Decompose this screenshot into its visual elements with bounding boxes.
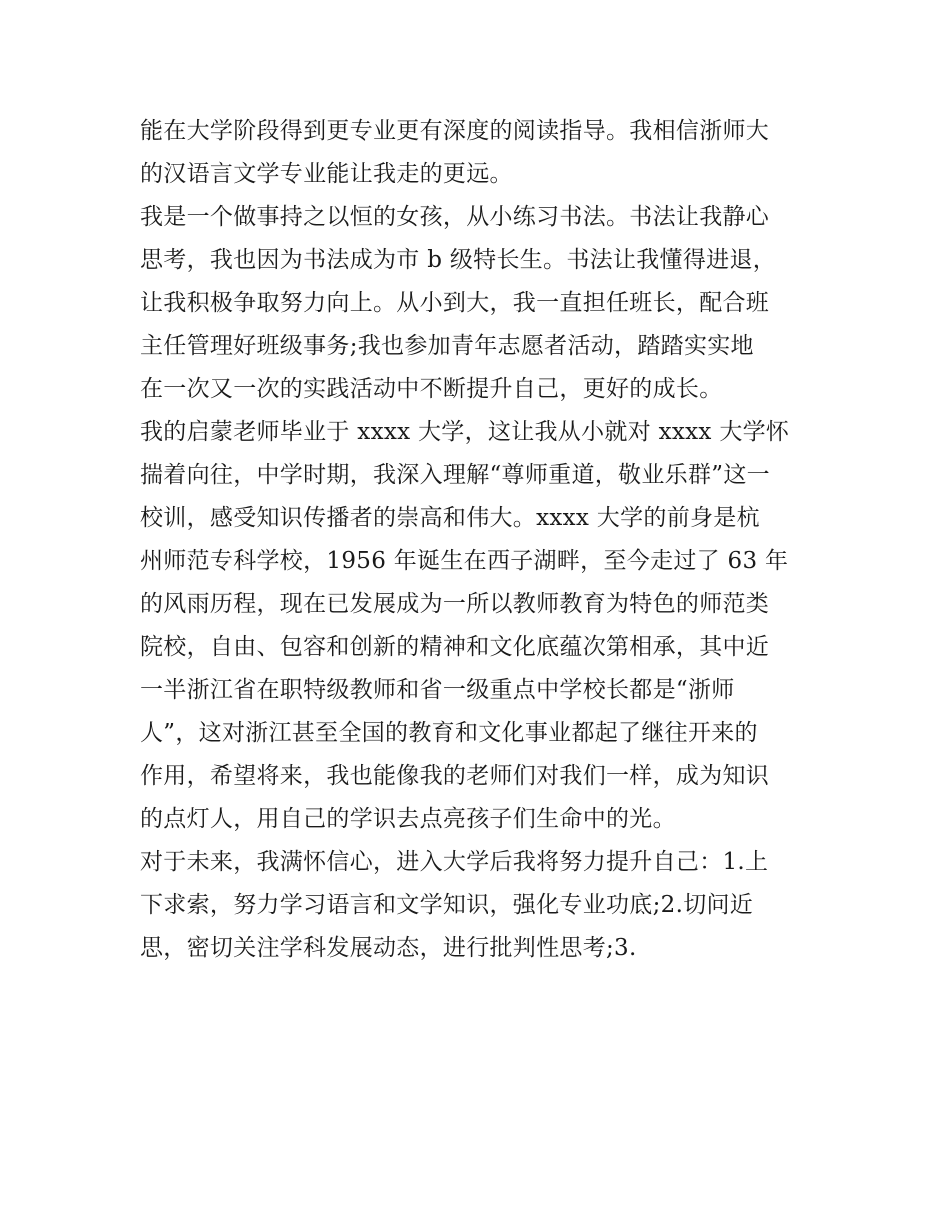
text-line: 能在大学阶段得到更专业更有深度的阅读指导。我相信浙师大 xyxy=(140,118,770,144)
text-line: 在一次又一次的实践活动中不断提升自己，更好的成长。 xyxy=(140,376,723,402)
text-line: 的风雨历程，现在已发展成为一所以教师教育为特色的师范类 xyxy=(140,591,770,617)
text-line: 主任管理好班级事务;我也参加青年志愿者活动，踏踏实实地 xyxy=(140,333,754,359)
text-line: 院校，自由、包容和创新的精神和文化底蕴次第相承，其中近 xyxy=(140,634,770,660)
text-line: 我的启蒙老师毕业于 xxxx 大学，这让我从小就对 xxxx 大学怀 xyxy=(140,419,790,445)
text-line: 的点灯人，用自己的学识去点亮孩子们生命中的光。 xyxy=(140,806,676,832)
text-line: 思，密切关注学科发展动态，进行批判性思考;3. xyxy=(140,935,637,961)
text-line: 对于未来，我满怀信心，进入大学后我将努力提升自己：1.上 xyxy=(140,849,769,875)
text-line: 一半浙江省在职特级教师和省一级重点中学校长都是“浙师 xyxy=(140,677,735,703)
text-line: 作用，希望将来，我也能像我的老师们对我们一样，成为知识 xyxy=(140,763,770,789)
text-line: 人”，这对浙江甚至全国的教育和文化事业都起了继往开来的 xyxy=(140,720,758,746)
text-line: 思考，我也因为书法成为市 b 级特长生。书法让我懂得进退， xyxy=(140,247,777,273)
text-line: 州师范专科学校，1956 年诞生在西子湖畔，至今走过了 63 年 xyxy=(140,548,789,574)
text-line: 让我积极争取努力向上。从小到大，我一直担任班长，配合班 xyxy=(140,290,770,316)
text-line: 校训，感受知识传播者的崇高和伟大。xxxx 大学的前身是杭 xyxy=(140,505,760,531)
text-line: 我是一个做事持之以恒的女孩，从小练习书法。书法让我静心 xyxy=(140,204,770,230)
document-body xyxy=(140,110,820,970)
text-line: 揣着向往，中学时期，我深入理解“尊师重道，敬业乐群”这一 xyxy=(140,462,770,488)
text-line: 的汉语言文学专业能让我走的更远。 xyxy=(140,161,513,187)
text-line: 下求索，努力学习语言和文学知识，强化专业功底;2.切问近 xyxy=(140,892,754,918)
